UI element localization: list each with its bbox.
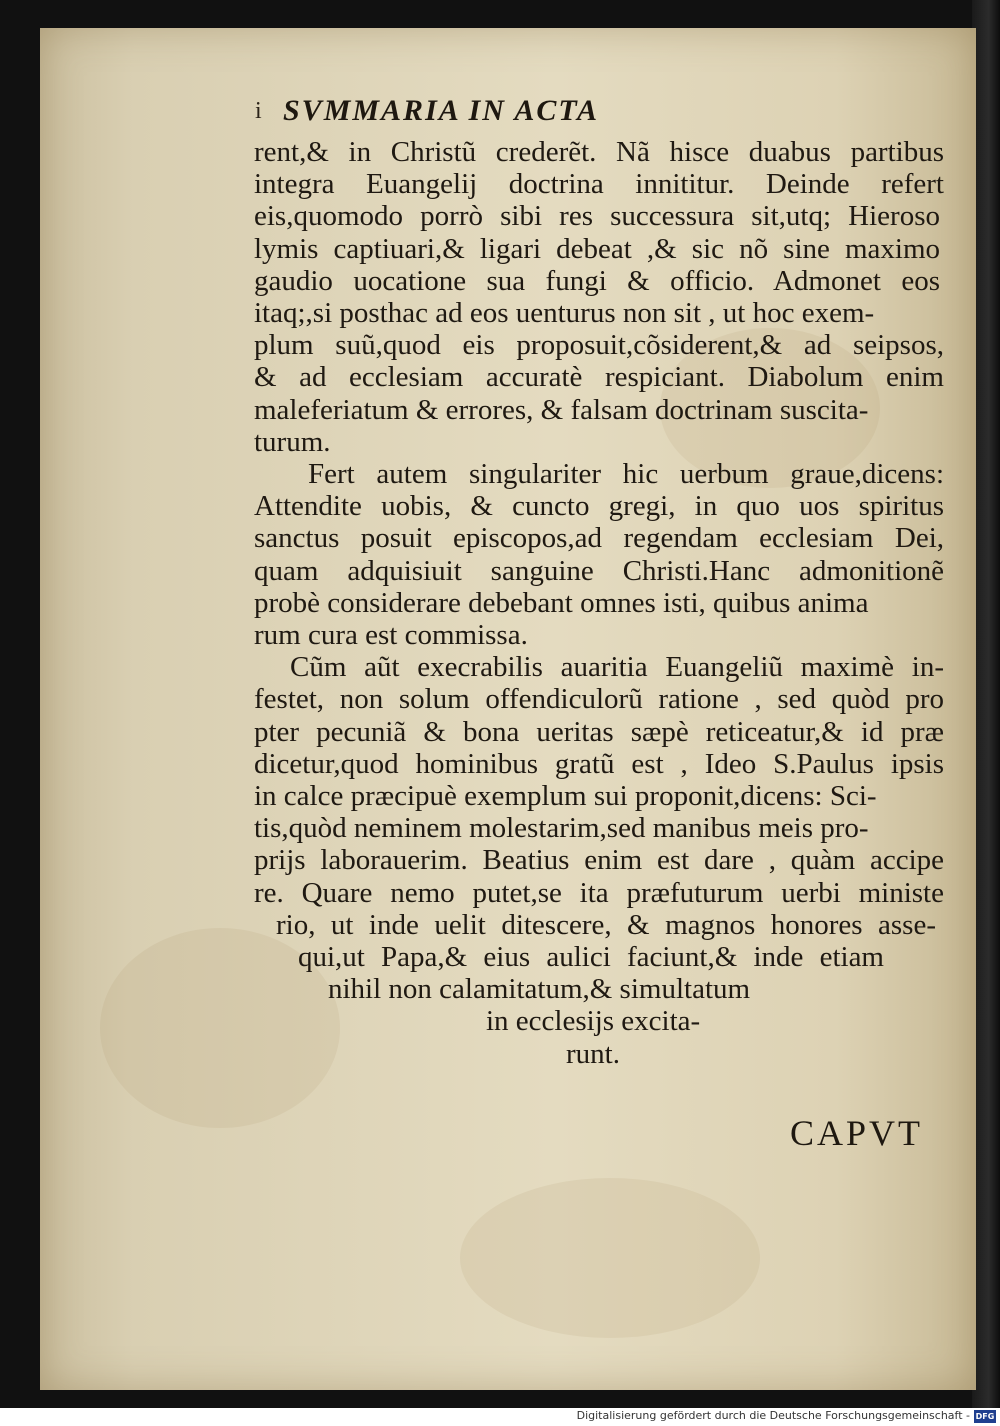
text-line: sanctus posuit episcopos,ad regendam ecclesiam Dei, (254, 522, 944, 554)
text-line: Attendite uobis, & cuncto gregi, in quo uos spiritus (254, 490, 944, 522)
text-line: lymis captiuari,& ligari debeat ,& sic nõ sine maximo (254, 233, 940, 265)
text-line: & ad ecclesiam accuratè respiciant. Diabolum enim (254, 361, 944, 393)
text-line: in calce præcipuè exemplum sui proponit,dicens: Sci- (254, 780, 877, 812)
footer-bar (0, 1408, 1000, 1426)
text-line: eis,quomodo porrò sibi res successura sit,utq; Hieroso (254, 200, 940, 232)
text-line: in ecclesijs excita- (486, 1005, 701, 1037)
text-line: quam adquisiuit sanguine Christi.Hanc admonitionẽ (254, 555, 944, 587)
text-line: tis,quòd neminem molestarim,sed manibus meis pro- (254, 812, 869, 844)
text-line: rio, ut inde uelit ditescere, & magnos honores asse- (276, 909, 936, 941)
text-line: probè considerare debebant omnes isti, quibus anima (254, 587, 869, 619)
paper-stain (460, 1178, 760, 1338)
running-head: SVMMARIA IN ACTA (283, 94, 600, 127)
text-line: gaudio uocatione sua fungi & officio. Admonet eos (254, 265, 940, 297)
dfg-logo: DFG (975, 1412, 995, 1421)
book-spine-edge (972, 0, 1000, 1408)
text-line: nihil non calamitatum,& simultatum (328, 973, 751, 1005)
text-line: runt. (566, 1038, 620, 1070)
text-line: Cũm aũt execrabilis auaritia Euangeliũ maximè in- (290, 651, 944, 683)
catchword: CAPVT (790, 1113, 924, 1153)
text-line: plum suũ,quod eis proposuit,cõsiderent,& ad seipsos, (254, 329, 944, 361)
text-line: maleferiatum & errores, & falsam doctrinam suscita- (254, 394, 869, 426)
page-header (255, 94, 795, 134)
funding-credit: Digitalisierung gefördert durch die Deutsche Forschungsgemeinschaft - (576, 1409, 970, 1422)
text-line: integra Euangelij doctrina innititur. Deinde refert (254, 168, 944, 200)
text-line: pter pecuniã & bona ueritas sæpè reticeatur,& id præ (254, 716, 944, 748)
text-line: itaq;,si posthac ad eos uenturus non sit , ut hoc exem- (254, 297, 875, 329)
text-line: prijs laborauerim. Beatius enim est dare , quàm accipe (254, 844, 944, 876)
text-line: rent,& in Christũ crederẽt. Nã hisce duabus partibus (254, 136, 944, 168)
text-line: re. Quare nemo putet,se ita præfuturum uerbi ministe (254, 877, 944, 909)
text-line: turum. (254, 426, 331, 458)
text-line: qui,ut Papa,& eius aulici faciunt,& inde etiam (298, 941, 884, 973)
text-line: Fert autem singulariter hic uerbum graue,dicens: (308, 458, 944, 490)
text-line: dicetur,quod hominibus gratũ est , Ideo S.Paulus ipsis (254, 748, 944, 780)
text-line: rum cura est commissa. (254, 619, 528, 651)
folio-mark: i (255, 98, 262, 124)
text-line: festet, non solum offendiculorũ ratione , sed quòd pro (254, 683, 944, 715)
